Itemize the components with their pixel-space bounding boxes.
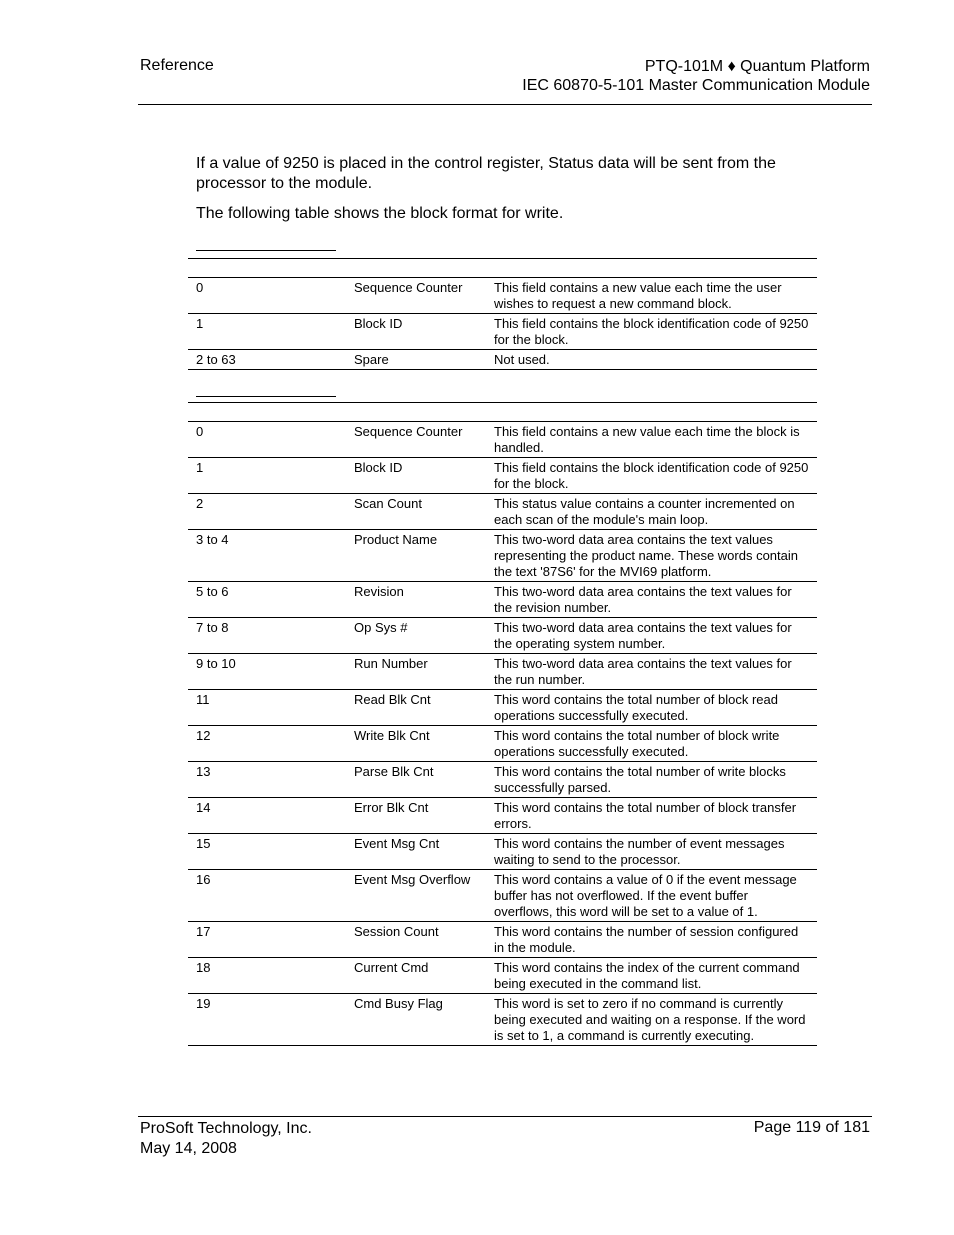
field-name-cell: Run Number <box>346 654 486 690</box>
field-name-cell: Op Sys # <box>346 618 486 654</box>
field-name-cell: Event Msg Cnt <box>346 834 486 870</box>
table-row <box>188 314 817 350</box>
footer-divider <box>138 1116 872 1117</box>
table-row <box>188 834 817 870</box>
description-cell: This field contains the block identification code of 9250 for the block. <box>486 458 817 494</box>
header-divider <box>138 104 872 105</box>
write-block-table <box>188 258 817 370</box>
description-cell: This field contains a new value each time the user wishes to request a new command block. <box>486 278 817 314</box>
description-cell: This field contains a new value each time the block is handled. <box>486 422 817 458</box>
word-offset-cell: 7 to 8 <box>188 618 346 654</box>
field-name-cell: Block ID <box>346 458 486 494</box>
field-name-cell: Event Msg Overflow <box>346 870 486 922</box>
table-row <box>188 494 817 530</box>
description-cell: This two-word data area contains the text values for the run number. <box>486 654 817 690</box>
description-cell: This word contains the number of event messages waiting to send to the processor. <box>486 834 817 870</box>
field-name-cell: Product Name <box>346 530 486 582</box>
table-row <box>188 278 817 314</box>
word-offset-cell: 11 <box>188 690 346 726</box>
description-cell: This word contains a value of 0 if the event message buffer has not overflowed. If the event buffer overflows, this word will be set to a value of 1. <box>486 870 817 922</box>
field-name-cell: Session Count <box>346 922 486 958</box>
description-cell: This word contains the total number of block transfer errors. <box>486 798 817 834</box>
field-name-cell: Parse Blk Cnt <box>346 762 486 798</box>
field-name-cell: Read Blk Cnt <box>346 690 486 726</box>
field-name-cell: Error Blk Cnt <box>346 798 486 834</box>
word-offset-cell: 3 to 4 <box>188 530 346 582</box>
table-row <box>188 458 817 494</box>
description-cell: This word contains the total number of block write operations successfully executed. <box>486 726 817 762</box>
word-offset-cell: 15 <box>188 834 346 870</box>
word-offset-cell: 2 <box>188 494 346 530</box>
table-row <box>188 922 817 958</box>
field-name-cell: Spare <box>346 350 486 370</box>
table-row <box>188 726 817 762</box>
header-product-title <box>522 57 870 95</box>
header-product-line1: PTQ-101M ♦ Quantum Platform <box>644 58 870 75</box>
word-offset-cell: 1 <box>188 458 346 494</box>
field-name-cell: Write Blk Cnt <box>346 726 486 762</box>
table-row <box>188 690 817 726</box>
description-cell: Not used. <box>486 350 817 370</box>
word-offset-cell: 5 to 6 <box>188 582 346 618</box>
description-cell: This word is set to zero if no command is currently being executed and waiting on a response. If the word is set to 1, a command is currently executing. <box>486 994 817 1046</box>
footer-company: ProSoft Technology, Inc. <box>140 1120 312 1137</box>
table-row <box>188 958 817 994</box>
word-offset-cell: 16 <box>188 870 346 922</box>
table-header-row <box>188 403 817 422</box>
description-cell: This word contains the total number of block read operations successfully executed. <box>486 690 817 726</box>
word-offset-cell: 14 <box>188 798 346 834</box>
field-name-cell: Block ID <box>346 314 486 350</box>
description-cell: This word contains the index of the current command being executed in the command list. <box>486 958 817 994</box>
table-row <box>188 422 817 458</box>
description-cell: This two-word data area contains the text values for the revision number. <box>486 582 817 618</box>
word-offset-cell: 9 to 10 <box>188 654 346 690</box>
table-row <box>188 350 817 370</box>
description-cell: This word contains the total number of write blocks successfully parsed. <box>486 762 817 798</box>
description-cell: This two-word data area contains the text values representing the product name. These words contain the text '87S6' for the MVI69 platform. <box>486 530 817 582</box>
description-cell: This two-word data area contains the text values for the operating system number. <box>486 618 817 654</box>
word-offset-cell: 13 <box>188 762 346 798</box>
table-row <box>188 654 817 690</box>
field-name-cell: Scan Count <box>346 494 486 530</box>
table-row <box>188 798 817 834</box>
table-row <box>188 582 817 618</box>
table2-caption-line <box>196 396 336 397</box>
table-row <box>188 762 817 798</box>
word-offset-cell: 0 <box>188 422 346 458</box>
header-section-title: Reference <box>140 57 214 74</box>
table-row <box>188 870 817 922</box>
header-product-line2: IEC 60870-5-101 Master Communication Module <box>522 77 870 94</box>
description-cell: This field contains the block identification code of 9250 for the block. <box>486 314 817 350</box>
field-name-cell: Revision <box>346 582 486 618</box>
word-offset-cell: 19 <box>188 994 346 1046</box>
description-cell: This word contains the number of session configured in the module. <box>486 922 817 958</box>
table-row <box>188 618 817 654</box>
table-row <box>188 530 817 582</box>
field-name-cell: Sequence Counter <box>346 278 486 314</box>
word-offset-cell: 17 <box>188 922 346 958</box>
field-name-cell: Sequence Counter <box>346 422 486 458</box>
table1-caption-line <box>196 250 336 251</box>
footer-company-block <box>140 1119 312 1159</box>
table-row <box>188 994 817 1046</box>
word-offset-cell: 0 <box>188 278 346 314</box>
status-block-table <box>188 402 817 1046</box>
description-cell: This status value contains a counter incremented on each scan of the module's main loop. <box>486 494 817 530</box>
intro-paragraph: If a value of 9250 is placed in the control register, Status data will be sent from the processor to the module. <box>196 155 776 192</box>
word-offset-cell: 2 to 63 <box>188 350 346 370</box>
footer-page-number: Page 119 of 181 <box>753 1119 870 1136</box>
field-name-cell: Cmd Busy Flag <box>346 994 486 1046</box>
table-intro-paragraph: The following table shows the block format for write. <box>196 205 564 222</box>
word-offset-cell: 1 <box>188 314 346 350</box>
footer-date: May 14, 2008 <box>140 1140 237 1157</box>
field-name-cell: Current Cmd <box>346 958 486 994</box>
word-offset-cell: 12 <box>188 726 346 762</box>
table-header-row <box>188 259 817 278</box>
word-offset-cell: 18 <box>188 958 346 994</box>
